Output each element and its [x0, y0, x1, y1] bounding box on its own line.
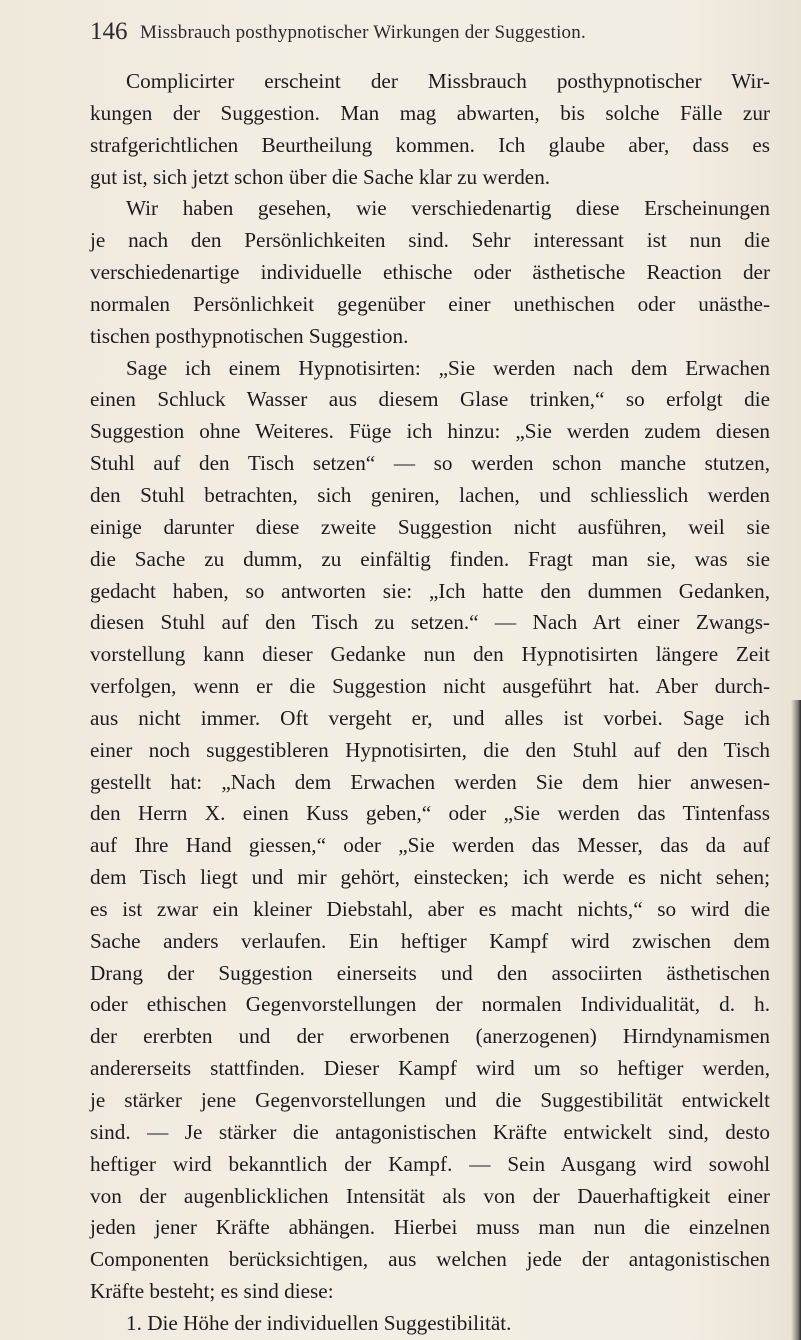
text-line-box [90, 926, 770, 958]
text-line: gestellt hat: „Nach dem Erwachen werden Sie dem hier anwesen- [90, 769, 770, 794]
text-line-box [90, 862, 770, 894]
text-line: heftiger wird bekanntlich der Kampf. — Sein Ausgang wird sowohl [90, 1151, 770, 1176]
text-line-box [90, 767, 770, 799]
text-line: tischen posthypnotischen Suggestion. [90, 323, 409, 348]
text-line: andererseits stattfinden. Dieser Kampf wird um so heftiger werden, [90, 1056, 770, 1081]
text-line-box [90, 66, 770, 98]
text-line-box [90, 257, 770, 289]
text-line-box [90, 544, 770, 576]
text-line: je nach den Persönlichkeiten sind. Sehr interessant ist nun die [90, 228, 770, 253]
body-text [90, 66, 770, 1340]
text-line: Sache anders verlaufen. Ein heftiger Kampf wird zwischen dem [90, 928, 770, 953]
text-line-box [90, 671, 770, 703]
text-line-box [90, 1308, 770, 1340]
text-line-box [90, 225, 770, 257]
text-line-box [90, 193, 770, 225]
text-line: von der augenblicklichen Intensität als von der Dauerhaftigkeit einer [90, 1183, 770, 1208]
text-line: Componenten berücksichtigen, aus welchen jede der antagonistischen [90, 1247, 770, 1272]
page-number: 146 [90, 18, 128, 45]
text-line-box [90, 989, 770, 1021]
text-line: Stuhl auf den Tisch setzen“ — so werden schon manche stutzen, [90, 451, 770, 476]
text-line-box [90, 384, 770, 416]
text-line-box [90, 353, 770, 385]
text-line: den Stuhl betrachten, sich geniren, lachen, und schliesslich werden [90, 482, 770, 507]
text-line-box [90, 735, 770, 767]
text-line-box [90, 289, 770, 321]
text-line: verschiedenartige individuelle ethische oder ästhetische Reaction der [90, 260, 770, 285]
text-line-box [90, 1276, 770, 1308]
text-line-box [90, 1149, 770, 1181]
running-head: Missbrauch posthypnotischer Wirkungen der Suggestion. [140, 22, 586, 43]
text-line-box [90, 480, 770, 512]
text-line: einer noch suggestibleren Hypnotisirten, die den Stuhl auf den Tisch [90, 737, 770, 762]
text-line-box [90, 576, 770, 608]
text-line: aus nicht immer. Oft vergeht er, und alles ist vorbei. Sage ich [90, 705, 770, 730]
page-edge-shadow [791, 700, 801, 1340]
text-line: kungen der Suggestion. Man mag abwarten, bis solche Fälle zur [90, 100, 770, 125]
text-line: Suggestion ohne Weiteres. Füge ich hinzu: „Sie werden zudem diesen [90, 419, 770, 444]
text-line-box [90, 703, 770, 735]
text-line: verfolgen, wenn er die Suggestion nicht ausgeführt hat. Aber durch- [90, 674, 770, 699]
text-line-box [90, 1181, 770, 1213]
text-line-box [90, 130, 770, 162]
text-line: Sage ich einem Hypnotisirten: „Sie werden nach dem Erwachen [126, 355, 770, 380]
text-line: einen Schluck Wasser aus diesem Glase trinken,“ so erfolgt die [90, 387, 770, 412]
text-line: auf Ihre Hand giessen,“ oder „Sie werden das Messer, das da auf [90, 833, 770, 858]
text-line-box [90, 1021, 770, 1053]
text-line: der ererbten und der erworbenen (anerzogenen) Hirndynamismen [90, 1024, 770, 1049]
text-line: Drang der Suggestion einerseits und den associirten ästhetischen [90, 960, 770, 985]
text-line-box [90, 1244, 770, 1276]
page-header [90, 18, 730, 54]
text-line-box [90, 1085, 770, 1117]
text-line-box [90, 162, 770, 194]
text-line-box [90, 798, 770, 830]
text-line: vorstellung kann dieser Gedanke nun den Hypnotisirten längere Zeit [90, 642, 770, 667]
text-line: Complicirter erscheint der Missbrauch posthypnotischer Wir- [126, 69, 770, 93]
text-line: gedacht haben, so antworten sie: „Ich hatte den dummen Gedanken, [90, 578, 770, 603]
text-line-box [90, 448, 770, 480]
text-line-box [90, 416, 770, 448]
text-line-box [90, 1212, 770, 1244]
text-line-box [90, 321, 770, 353]
text-line: jeden jener Kräfte abhängen. Hierbei muss man nun die einzelnen [90, 1215, 770, 1240]
text-line-box [90, 1117, 770, 1149]
text-line: dem Tisch liegt und mir gehört, einstecken; ich werde es nicht sehen; [90, 865, 770, 890]
text-line-box [90, 958, 770, 990]
text-line-box [90, 512, 770, 544]
text-line: sind. — Je stärker die antagonistischen Kräfte entwickelt sind, desto [90, 1119, 770, 1144]
text-line: es ist zwar ein kleiner Diebstahl, aber es macht nichts,“ so wird die [90, 896, 770, 921]
text-line: einige darunter diese zweite Suggestion nicht ausführen, weil sie [90, 514, 770, 539]
text-line-box [90, 1053, 770, 1085]
text-line: 1. Die Höhe der individuellen Suggestibilität. [126, 1310, 512, 1335]
text-line: diesen Stuhl auf den Tisch zu setzen.“ — Nach Art einer Zwangs- [90, 610, 770, 635]
text-line: je stärker jene Gegenvorstellungen und die Suggestibilität entwickelt [90, 1088, 770, 1112]
text-line-box [90, 830, 770, 862]
text-line-box [90, 607, 770, 639]
text-line: Wir haben gesehen, wie verschiedenartig diese Erscheinungen [126, 196, 770, 221]
text-line: Kräfte besteht; es sind diese: [90, 1279, 334, 1304]
text-line-box [90, 98, 770, 130]
text-line: oder ethischen Gegenvorstellungen der normalen Individualität, d. h. [90, 992, 770, 1017]
text-line: normalen Persönlichkeit gegenüber einer unethischen oder unästhe- [90, 291, 770, 316]
text-line: den Herrn X. einen Kuss geben,“ oder „Sie werden das Tintenfass [90, 801, 770, 826]
text-line-box [90, 639, 770, 671]
text-line: gut ist, sich jetzt schon über die Sache klar zu werden. [90, 164, 551, 189]
text-line: die Sache zu dumm, zu einfältig finden. Fragt man sie, was sie [90, 546, 770, 571]
text-line-box [90, 894, 770, 926]
text-line: strafgerichtlichen Beurtheilung kommen. Ich glaube aber, dass es [90, 132, 770, 157]
